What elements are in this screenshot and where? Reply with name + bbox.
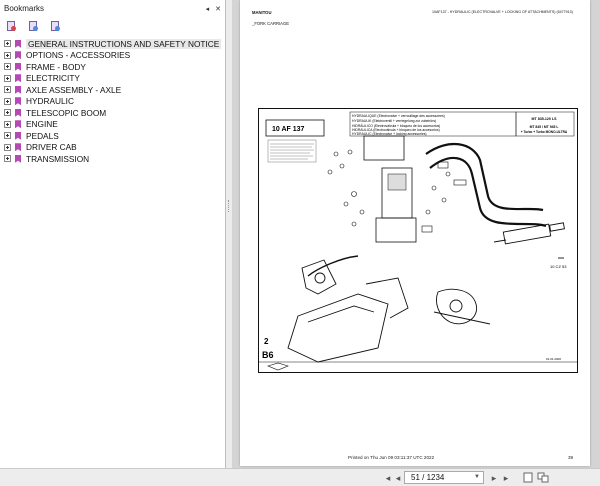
reference-label: 10 CZ 53	[550, 264, 567, 269]
bookmark-item[interactable]	[0, 107, 225, 119]
bookmark-label: ENGINE	[26, 119, 58, 130]
bookmark-flag-icon	[15, 40, 21, 48]
bookmarks-toolbar	[0, 17, 225, 34]
bookmark-flag-icon	[15, 155, 21, 163]
drawing-date: 01.01.2000	[546, 357, 562, 361]
drawing-title-4: HIDRAULICA (Electroválvula + bloqueo de los accesorios)	[352, 128, 440, 132]
next-page-icon[interactable]: ▸	[491, 473, 497, 483]
drawing-title-5: HYDRAULIC (Electrovalve + locking accessories)	[352, 132, 427, 136]
expand-icon[interactable]	[4, 121, 11, 128]
expand-icon[interactable]	[4, 155, 11, 162]
bookmark-flag-icon	[15, 143, 21, 151]
document-view[interactable]	[232, 0, 600, 468]
close-panel-icon[interactable]: ✕	[215, 5, 221, 13]
bookmark-label: GENERAL INSTRUCTIONS AND SAFETY NOTICE	[28, 38, 220, 49]
bookmark-flag-icon	[15, 86, 21, 94]
status-bar	[0, 468, 600, 486]
bookmark-item[interactable]	[0, 142, 225, 154]
prev-page-icon[interactable]: ◂	[385, 473, 391, 483]
bookmark-item[interactable]	[0, 73, 225, 85]
bookmark-item[interactable]	[0, 130, 225, 142]
bookmark-item[interactable]	[0, 50, 225, 62]
bookmark-label: HYDRAULIC	[26, 96, 74, 107]
page-number-value: 51 / 1234	[411, 473, 445, 482]
bookmarks-title: Bookmarks	[4, 4, 45, 13]
bookmark-flag-icon	[15, 109, 21, 117]
expand-icon[interactable]	[4, 52, 11, 59]
model-3: + Turbo + Turbo MONO-ULTRA	[520, 130, 568, 134]
expand-icon[interactable]	[4, 109, 11, 116]
bookmark-item[interactable]	[0, 61, 225, 73]
expand-icon[interactable]	[4, 40, 11, 47]
expand-icon[interactable]	[4, 86, 11, 93]
chevron-down-icon[interactable]: ▼	[474, 474, 480, 480]
bookmark-tree	[0, 34, 225, 165]
bookmark-item[interactable]	[0, 84, 225, 96]
bookmark-flag-icon	[15, 51, 21, 59]
page-brand: MANITOU	[252, 10, 272, 15]
next-page-alt-icon[interactable]: ▸	[503, 473, 509, 483]
drawing-title-3: HIDRÁULICO (Electroválvula + bloqueo de los accesorios)	[352, 124, 441, 128]
single-page-view-icon[interactable]	[522, 472, 534, 483]
model-2: MT 845 / MT 945 L	[529, 125, 559, 129]
bookmark-item[interactable]	[0, 38, 225, 50]
expand-icon[interactable]	[4, 63, 11, 70]
continuous-view-icon[interactable]	[537, 472, 549, 483]
expand-bookmarks-icon[interactable]	[28, 20, 40, 32]
expand-icon[interactable]	[4, 144, 11, 151]
page-number-input[interactable]	[404, 471, 484, 484]
page-section: _FORK CARRIAGE	[252, 21, 289, 26]
page-header-right: 10AF137 - HYDRAULIC (ELECTROVALVE + LOCKING OF ATTACHMENTS) (5477913)	[432, 10, 573, 14]
bookmark-label: PEDALS	[26, 130, 59, 141]
bookmark-label: AXLE ASSEMBLY - AXLE	[26, 84, 122, 95]
bookmark-flag-icon	[15, 63, 21, 71]
expand-icon[interactable]	[4, 98, 11, 105]
expand-icon[interactable]	[4, 132, 11, 139]
printed-on: Printed on Thu Jun 09 03:11:37 UTC 2022	[348, 455, 435, 460]
collapse-panel-icon[interactable]: ◂	[205, 5, 210, 13]
parts-diagram	[258, 108, 578, 373]
drawing-code: 10 AF 137	[272, 126, 305, 133]
bookmark-flag-icon	[15, 120, 21, 128]
collapse-bookmarks-icon[interactable]	[50, 20, 62, 32]
bookmark-item[interactable]	[0, 96, 225, 108]
model-1: MT 835-120 LS	[531, 117, 557, 121]
bookmark-flag-icon	[15, 97, 21, 105]
drawing-title-2: HYDRAULIK (Elektroventil + verriegelung zur zubehörs)	[352, 119, 437, 123]
bookmarks-header	[0, 0, 225, 17]
bookmark-item[interactable]	[0, 119, 225, 131]
pdf-page	[240, 0, 590, 466]
bookmark-options-icon[interactable]	[6, 20, 18, 32]
page-number: 39	[568, 455, 574, 460]
bookmark-label: OPTIONS - ACCESSORIES	[26, 50, 131, 61]
bookmark-flag-icon	[15, 74, 21, 82]
prev-page-alt-icon[interactable]: ◂	[395, 473, 401, 483]
bookmark-label: TELESCOPIC BOOM	[26, 107, 107, 118]
drawing-title-1: HYDRAULIQUE (Electrovalve + verrouillage des accessoires)	[352, 114, 445, 118]
bookmark-label: TRANSMISSION	[26, 153, 90, 164]
drawing-side-number: 2	[264, 337, 269, 346]
bookmark-label: DRIVER CAB	[26, 142, 77, 153]
drawing-side-code: B6	[262, 350, 274, 360]
bookmark-label: ELECTRICITY	[26, 73, 80, 84]
bookmark-label: FRAME - BODY	[26, 61, 86, 72]
bookmark-flag-icon	[15, 132, 21, 140]
bookmarks-panel	[0, 0, 226, 468]
expand-icon[interactable]	[4, 75, 11, 82]
bookmark-item[interactable]	[0, 153, 225, 165]
